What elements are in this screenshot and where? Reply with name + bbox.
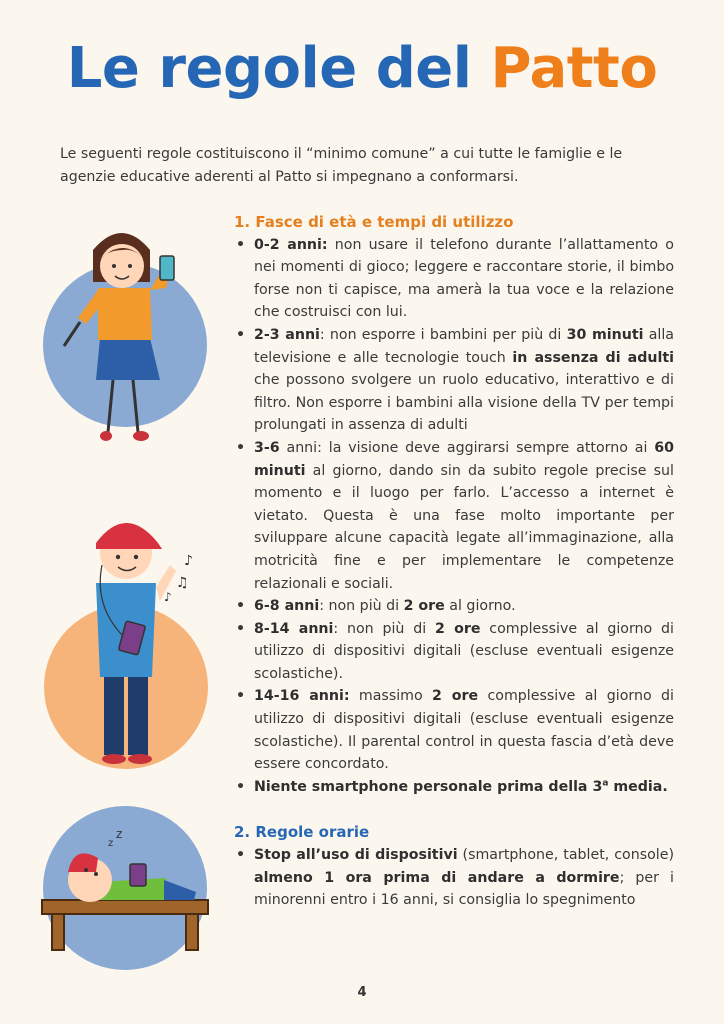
age-rules-list	[234, 234, 674, 799]
list-item: • 14-16 anni: massimo 2 ore complessive al giorno di utilizzo di dispositivi digitali (escluse eventuali esigenze scolastiche). Il parental control in questa fascia d’età deve essere concordato.	[234, 685, 674, 775]
rules-content	[234, 211, 674, 912]
list-item: • Stop all’uso di dispositivi (smartphone, tablet, console) almeno 1 ora prima di andare a dormire; per i minorenni entro i 16 anni, si consiglia lo spegnimento	[234, 844, 674, 912]
list-item: • 0-2 anni: non usare il telefono durante l’allattamento o nei momenti di gioco; leggere e raccontare storie, il bimbo forse non ti capisce, ma amerà la tua voce e la relazione che costruisci con lui.	[234, 234, 674, 324]
section-heading-age: 1. Fasce di età e tempi di utilizzo	[234, 213, 514, 231]
hour-rules-list	[234, 844, 674, 912]
list-item: • 3-6 anni: la visione deve aggirarsi sempre attorno ai 60 minuti al giorno, dando sin da subito regole precise sul momento e il luogo per farlo. L’accesso a internet è vietato. Questa è una fase molto importante per sviluppare alcune capacità legate all’immaginazione, alla motricità fine e per implementare le competenze relazionali e sociali.	[234, 437, 674, 595]
svg-text:z: z	[108, 838, 114, 849]
page-title	[0, 38, 724, 100]
boy-with-headphones-illustration	[38, 505, 218, 775]
boy-on-bench-illustration	[38, 800, 218, 975]
svg-text:♪: ♪	[184, 553, 193, 569]
svg-text:♪: ♪	[164, 590, 172, 604]
girl-with-phone-illustration	[38, 220, 218, 450]
list-item: • 6-8 anni: non più di 2 ore al giorno.	[234, 595, 674, 618]
page-number: 4	[357, 985, 367, 1000]
list-item: • 2-3 anni: non esporre i bambini per più di 30 minuti alla televisione e alle tecnologie touch in assenza di adulti che possono svolgere un ruolo educativo, interattivo e di filtro. Non esporre i bambini alla visione della TV per tempi prolungati in assenza di adulti	[234, 324, 674, 437]
list-item: • 8-14 anni: non più di 2 ore complessive al giorno di utilizzo di dispositivi digitali (escluse eventuali esigenze scolastiche).	[234, 618, 674, 686]
list-item: • Niente smartphone personale prima della 3$^a$ media.	[234, 776, 674, 799]
title-part-orange: Patto	[490, 36, 658, 101]
svg-text:♫: ♫	[176, 575, 189, 591]
title-part-blue: Le regole del	[66, 36, 472, 101]
intro-paragraph: Le seguenti regole costituiscono il “minimo comune” a cui tutte le famiglie e le agenzie educative aderenti al Patto si impegnano a conformarsi.	[60, 146, 623, 185]
svg-text:z: z	[116, 827, 123, 841]
section-heading-hours: 2. Regole orarie	[234, 823, 370, 842]
